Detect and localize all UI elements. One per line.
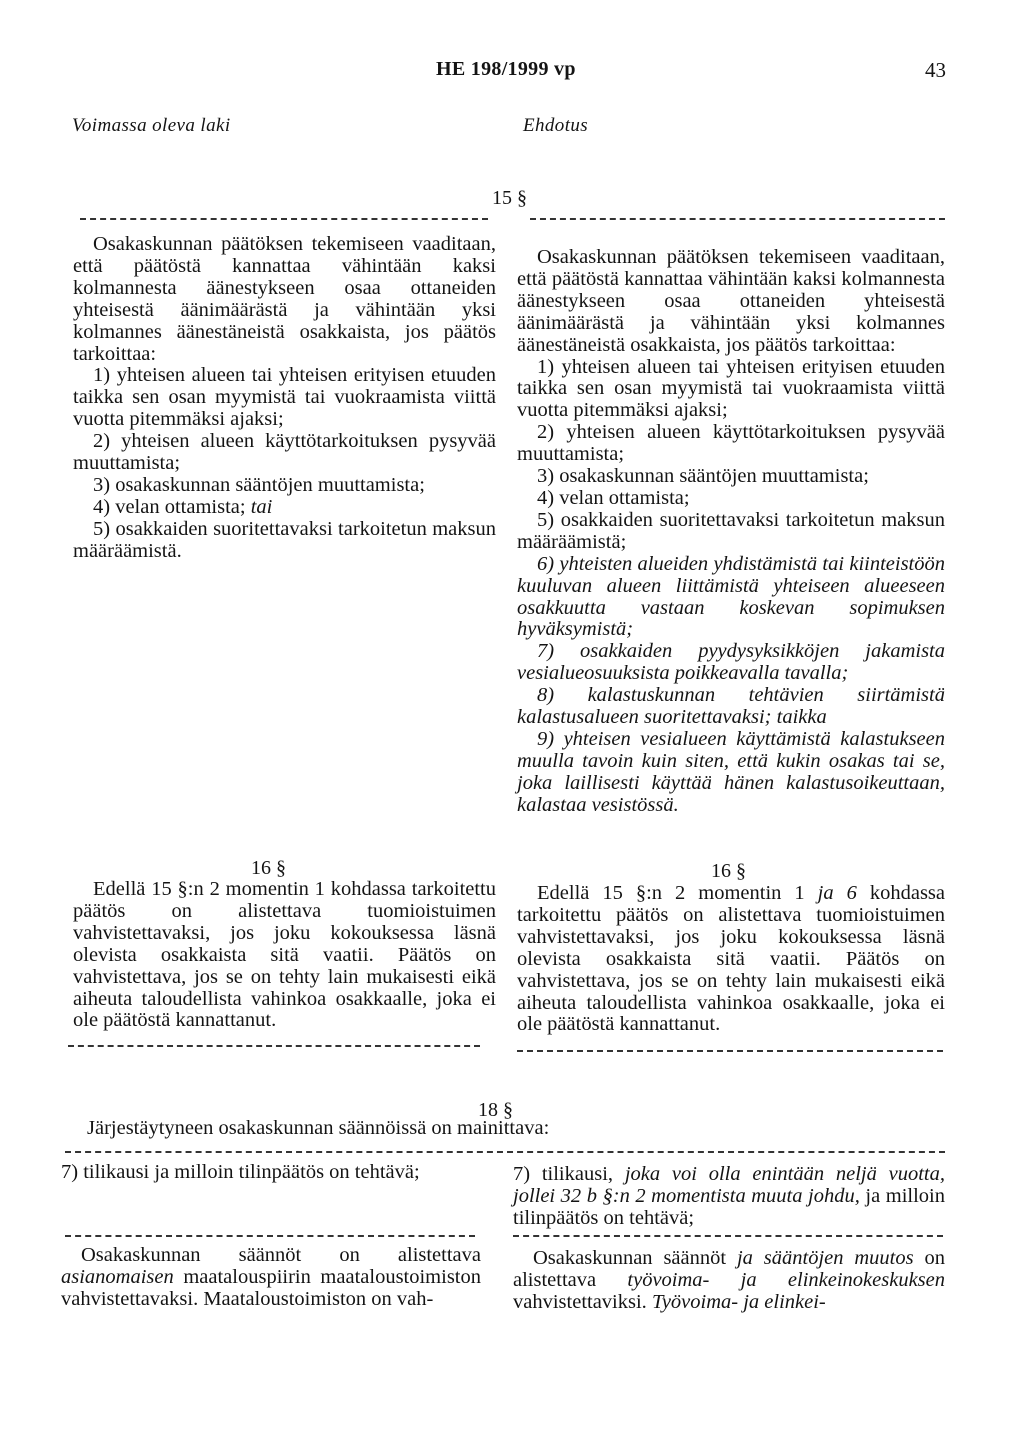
omission-dash-line <box>530 218 945 220</box>
right-column-heading: Ehdotus <box>523 115 589 136</box>
section-15-heading: 15 § <box>492 187 527 209</box>
list-item: 4) velan ottamista; <box>537 486 690 509</box>
text-italic: asianomaisen <box>61 1265 174 1288</box>
paragraph <box>513 1248 945 1314</box>
paragraph: Osakaskunnan päätöksen tekemiseen vaaditaan, että päätöstä kannattaa vähintään kaksi kolmannesta äänestykseen osaa ottaneiden yhteisestä äänimäärästä ja vähintään yksi kolmannes äänestäneistä osakkaista, jos päätös tarkoittaa: <box>73 233 496 365</box>
text: Osakaskunnan säännöt on alistettava <box>81 1244 481 1266</box>
section-15-proposal <box>517 247 945 817</box>
document-id: HE 198/1999 vp <box>436 58 576 80</box>
section-16-proposal <box>517 883 945 1036</box>
omission-dash-line <box>68 1045 480 1047</box>
list-item: 1) yhteisen alueen tai yhteisen erityisen etuuden taikka sen osan myymistä tai vuokraamista viittä vuotta pitemmäksi ajaksi; <box>517 355 945 422</box>
omission-dash-line <box>80 218 488 220</box>
list-item: 9) yhteisen vesialueen käyttämistä kalastukseen muulla tavoin kuin siten, että kukin osakas tai se, joka laillisesti käyttää hänen kalastusoikeuttaan, kalastaa vesistössä. <box>517 727 945 816</box>
paragraph <box>61 1245 481 1311</box>
text: vahvistettaviksi. <box>513 1290 647 1313</box>
list-item: 5) osakkaiden suoritettavaksi tarkoitetun maksun määräämistä. <box>73 517 496 562</box>
list-item: 2) yhteisen alueen käyttötarkoituksen pysyvää muuttamista; <box>517 421 945 466</box>
text-italic: ja 6 <box>817 882 857 904</box>
list-item: 8) kalastuskunnan tehtävien siirtämistä kalastusalueen suoritettavaksi; taikka <box>517 684 945 729</box>
text: Osakaskunnan säännöt <box>533 1247 727 1269</box>
section-15-current-law <box>73 234 496 563</box>
list-item: 1) yhteisen alueen tai yhteisen erityisen etuuden taikka sen osan myymistä tai vuokraamista viittä vuotta pitemmäksi ajaksi; <box>73 364 496 431</box>
omission-dash-line <box>517 1050 943 1052</box>
text: kohdassa tarkoitettu päätös on alistettava tuomioistuimen vahvistettavaksi, jos joku kokouksessa läsnä olevista osakkaista sitä vaatii. Päätös on vahvistettava, jos se on tehty lain mukaisesti eikä aiheuta taloudellista vahinkoa osakkaalle, joka ei ole päätöstä kannattanut. <box>517 882 946 1036</box>
list-item <box>73 497 496 519</box>
section-18-heading: 18 § <box>478 1099 513 1121</box>
text: Edellä 15 §:n 2 momentin 1 <box>537 882 805 904</box>
paragraph: Osakaskunnan päätöksen tekemiseen vaaditaan, että päätöstä kannattaa vähintään kaksi kolmannesta äänestykseen osaa ottaneiden yhteisestä äänimäärästä ja vähintään yksi kolmannes äänestäneistä osakkaista, jos päätös tarkoittaa: <box>517 246 945 356</box>
section-18-proposal-item7 <box>513 1164 945 1230</box>
text-italic: Työvoima- ja elinkei- <box>651 1290 826 1313</box>
omission-dash-line <box>65 1235 475 1237</box>
item-text: 4) velan ottamista; <box>93 495 246 518</box>
list-item: 3) osakaskunnan sääntöjen muuttamista; <box>93 473 425 496</box>
page-header <box>0 58 1024 88</box>
list-item: 6) yhteisten alueiden yhdistämistä tai kiinteistöön kuuluvan alueen liittämistä yhteiseen alueeseen osakkuutta vastaan koskevan sopimuksen hyväksymistä; <box>517 552 945 641</box>
paragraph: Edellä 15 §:n 2 momentin 1 kohdassa tarkoitettu päätös on alistettava tuomioistuimen vahvistettavaksi, jos joku kokouksessa läsnä olevista osakkaista sitä vaatii. Päätös on vahvistettava, jos se on tehty lain mukaisesti eikä aiheuta taloudellista vahinkoa osakkaalle, joka ei ole päätöstä kannattanut. <box>73 878 496 1032</box>
section-18-proposal-rules-approval <box>513 1248 945 1314</box>
text: on alistettava <box>513 1247 945 1291</box>
list-item: 2) yhteisen alueen käyttötarkoituksen pysyvää muuttamista; <box>73 430 496 475</box>
omission-dash-line <box>65 1151 945 1153</box>
text: 7) tilikausi, <box>513 1163 614 1185</box>
list-item: 7) osakkaiden pyydysyksikköjen jakamista vesialueosuuksista poikkeavalla tavalla; <box>517 640 945 685</box>
text: maatalouspiirin maataloustoimiston vahvistettavaksi. Maataloustoimiston on vah- <box>61 1265 481 1310</box>
section-18-current-item7: 7) tilikausi ja milloin tilinpäätös on tehtävä; <box>61 1161 420 1183</box>
omission-dash-line <box>513 1235 943 1237</box>
text-italic: työvoima- ja elinkeinokeskuksen <box>627 1268 945 1291</box>
text-italic: ja sääntöjen muutos <box>736 1247 914 1269</box>
section-16-heading-left: 16 § <box>251 857 286 879</box>
text: ja milloin tilinpäätös on tehtävä; <box>513 1184 945 1229</box>
text-italic: joka voi olla enintään neljä vuotta, jollei 32 b §:n 2 momentista muuta johdu, <box>513 1163 945 1207</box>
list-item: 5) osakkaiden suoritettavaksi tarkoitetun maksun määräämistä; <box>517 508 945 553</box>
section-16-current-law <box>73 879 496 1032</box>
list-item <box>513 1164 945 1230</box>
item-text-italic: tai <box>250 495 273 518</box>
page-number: 43 <box>925 58 946 82</box>
paragraph <box>517 883 945 1036</box>
section-18-current-rules-approval <box>61 1245 481 1311</box>
left-column-heading: Voimassa oleva laki <box>72 115 231 136</box>
list-item: 3) osakaskunnan sääntöjen muuttamista; <box>537 465 869 488</box>
section-16-heading-right: 16 § <box>711 860 746 882</box>
section-18-intro: Järjestäytyneen osakaskunnan säännöissä on mainittava: <box>87 1117 550 1139</box>
